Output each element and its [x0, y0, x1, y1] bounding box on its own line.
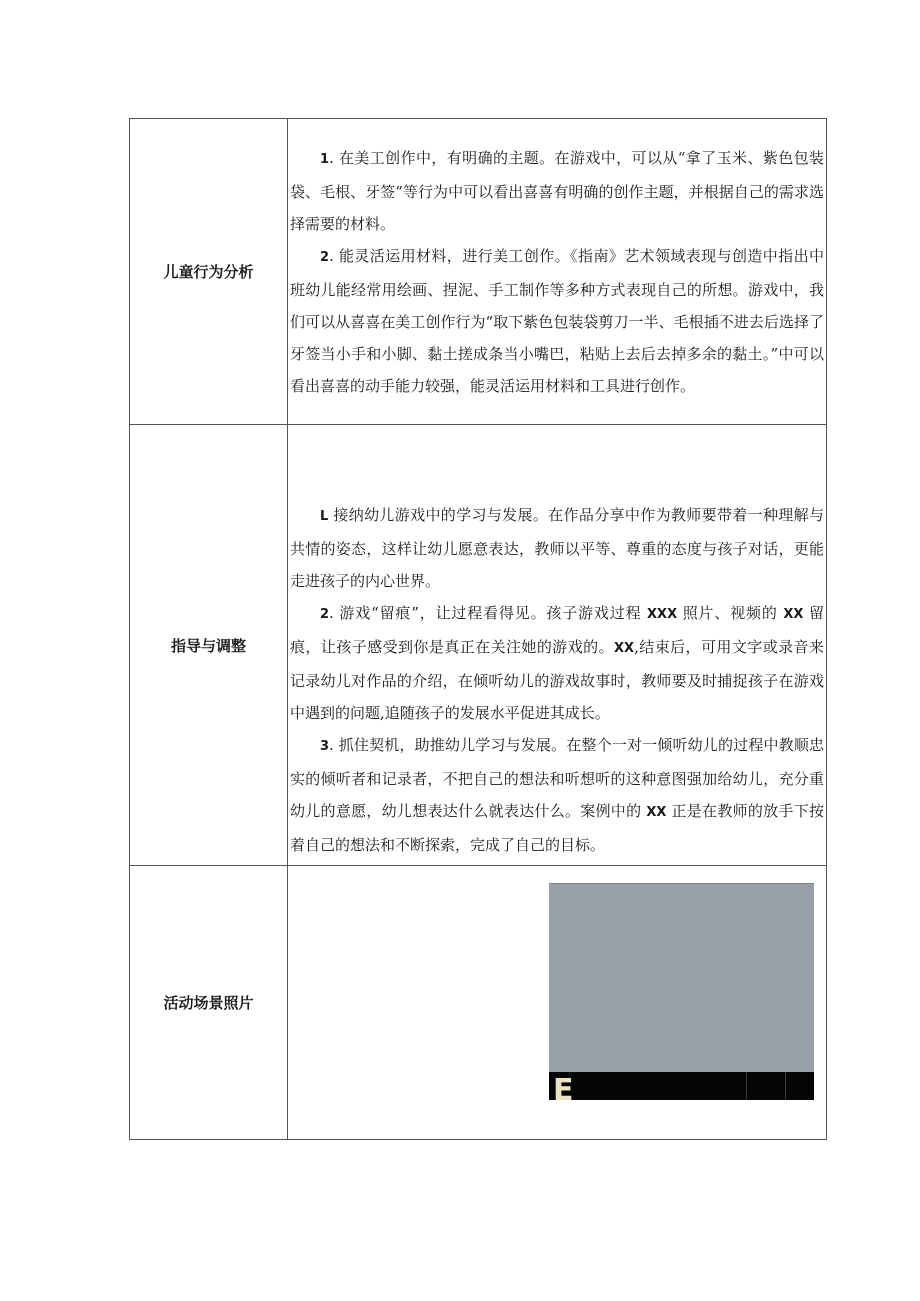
paragraph-number: 1: [320, 151, 330, 167]
placeholder-xxx: XXX: [647, 607, 678, 622]
table-row-analysis: [130, 119, 827, 425]
row-label-analysis: 儿童行为分析: [130, 119, 288, 425]
paragraph-text: ,结束后，可用文字或录音来记录幼儿对作品的介绍，在倾听幼儿的游戏故事时，教师要及时捕捉孩子在游戏中遇到的问题,追随孩子的发展水平促进其成长。: [290, 638, 824, 722]
placeholder-xx: XX: [783, 607, 804, 622]
paragraph-text: 留痕，让孩子感受到你是真正在关注她的游戏的。: [290, 604, 824, 656]
paragraph-text: . 能灵活运用材料，进行美工创作。《指南》艺术领域表现与创造中指出中班幼儿能经常用绘画、捏泥、手工制作等多种方式表现自己的所想。游戏中，我们可以从喜喜在美工创作行为“取下紫色包装袋剪刀一半、毛根插不进去后选择了牙签当小手和小脚、黏土搓成条当小嘴巴，粘贴上去后去掉多余的黏土。”中可以看出喜喜的动手能力较强，能灵活运用材料和工具进行创作。: [290, 246, 824, 395]
paragraph-number: 3: [320, 739, 330, 754]
analysis-content: [288, 119, 827, 425]
activity-photo: [549, 883, 814, 1108]
paragraph-text: 正是在教师的放手下按着自己的想法和不断探索，完成了自己的目标。: [290, 802, 824, 854]
photo-strip-divider: [785, 1072, 786, 1100]
paragraph-text: 照片、视频的: [677, 604, 784, 622]
photo-letter: E: [553, 1073, 574, 1108]
analysis-paragraph-1: [290, 142, 824, 240]
paragraph-text: . 游戏“留痕”，让过程看得见。孩子游戏过程: [329, 604, 648, 622]
paragraph-number: 2: [320, 249, 330, 265]
photos-content: [288, 866, 827, 1140]
analysis-paragraph-2: [290, 240, 824, 402]
table-row-guidance: [130, 425, 827, 866]
placeholder-xx: XX: [614, 641, 635, 656]
placeholder-xx: XX: [646, 805, 667, 820]
guidance-paragraph-3: [290, 729, 824, 861]
record-table: [129, 118, 827, 1140]
paragraph-text: . 抓住契机，助推幼儿学习与发展。在整个一对一倾听幼儿的过程中教顺忠实的倾听者和记录者，不把自己的想法和听想听的这种意图强加给幼儿，充分重幼儿的意愿，幼儿想表达什么就表达什么。案例中的: [290, 736, 824, 820]
photo-strip-divider: [746, 1072, 747, 1100]
guidance-paragraph-2: [290, 597, 824, 729]
paragraph-text: 接纳幼儿游戏中的学习与发展。在作品分享中作为教师要带着一种理解与共情的姿态，这样让幼儿愿意表达，教师以平等、尊重的态度与孩子对话，更能走进孩子的内心世界。: [290, 506, 824, 590]
paragraph-text: . 在美工创作中，有明确的主题。在游戏中，可以从“拿了玉米、紫色包装袋、毛根、牙签”等行为中可以看出喜喜有明确的创作主题，并根据自己的需求选择需要的材料。: [290, 148, 824, 233]
guidance-paragraph-1: [290, 499, 824, 597]
row-label-photos: 活动场景照片: [130, 866, 288, 1140]
table-row-photos: [130, 866, 827, 1140]
paragraph-number: L: [320, 509, 329, 524]
row-label-guidance: 指导与调整: [130, 425, 288, 866]
paragraph-number: 2: [320, 607, 330, 622]
guidance-content: [288, 425, 827, 866]
photo-dark-strip: [549, 1072, 814, 1108]
